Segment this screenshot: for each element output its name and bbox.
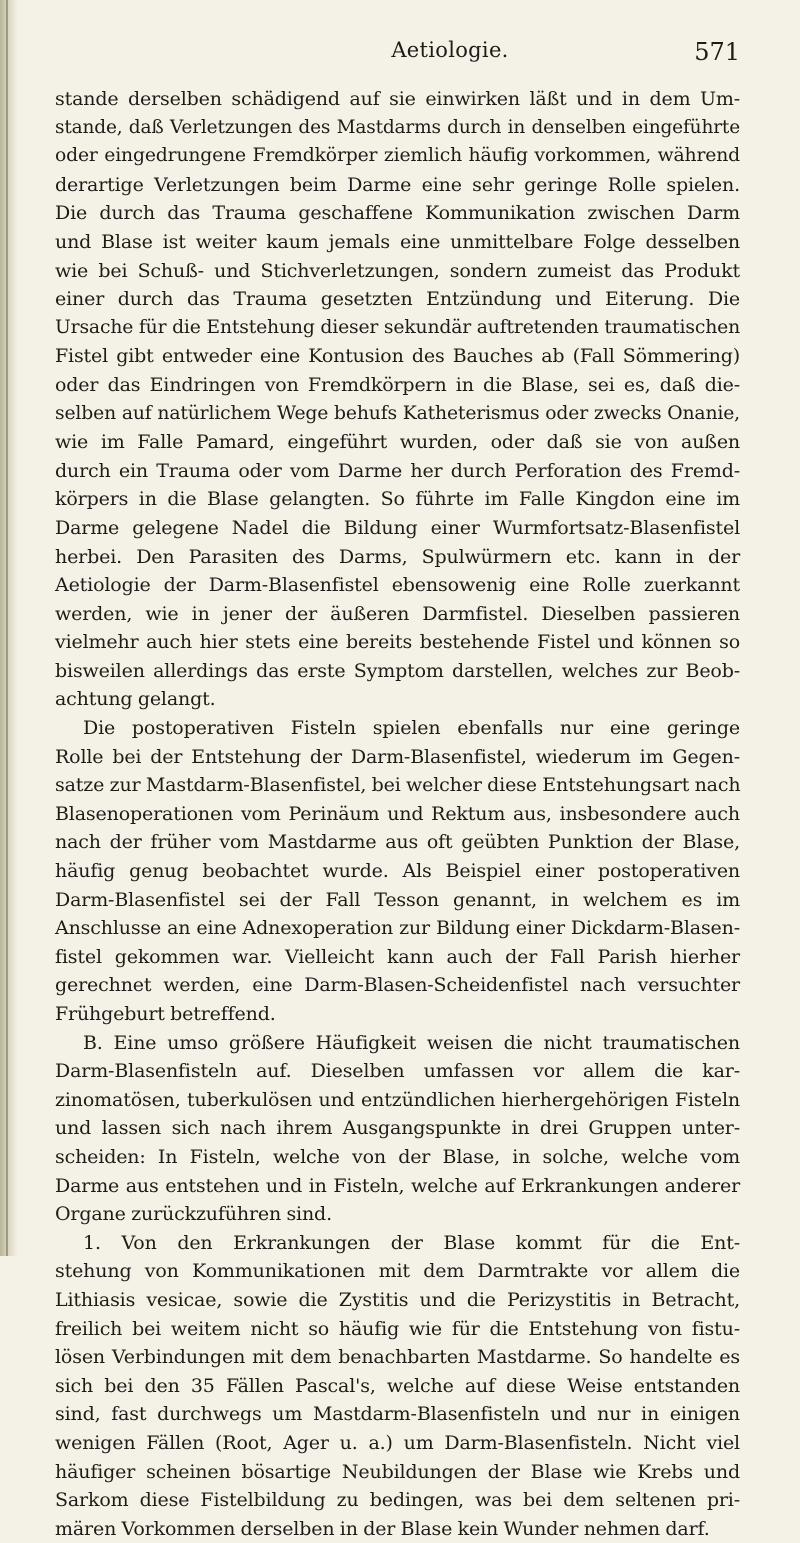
text-line: B. Eine umso größere Häufigkeit weisen die nicht traumatischen xyxy=(83,1031,740,1054)
text-line: stehung von Kommunikationen mit dem Darmtrakte vor allem die xyxy=(55,1260,740,1283)
text-line: zinomatösen, tuberkulösen und entzündlichen hierhergehörigen Fisteln xyxy=(55,1088,740,1111)
text-line: wie bei Schuß- und Stichverletzungen, sondern zumeist das Produkt xyxy=(55,259,740,282)
text-line: wie im Falle Pamard, eingeführt wurden, oder daß sie von außen xyxy=(55,431,740,454)
text-line: häufiger scheinen bösartige Neubildungen der Blase wie Krebs und xyxy=(55,1460,740,1483)
text-line: 1. Von den Erkrankungen der Blase kommt für die Ent- xyxy=(83,1231,740,1254)
text-line: oder eingedrungene Fremdkörper ziemlich häufig vorkommen, während xyxy=(55,145,740,167)
text-line: herbei. Den Parasiten des Darms, Spulwürmern etc. kann in der xyxy=(55,545,740,568)
page-number: 571 xyxy=(694,38,740,66)
text-line: wenigen Fällen (Root, Ager u. a.) um Darm-Blasenfisteln. Nicht viel xyxy=(55,1431,740,1454)
text-line: Blasenoperationen vom Perinäum und Rektum aus, insbesondere auch xyxy=(55,802,740,825)
text-line: achtung gelangt. xyxy=(55,688,216,711)
text-line: satze zur Mastdarm-Blasenfistel, bei welcher diese Entstehungsart nach xyxy=(55,774,741,797)
text-line: durch ein Trauma oder vom Darme her durch Perforation des Fremd- xyxy=(55,459,740,482)
running-head xyxy=(300,38,740,68)
text-line: und Blase ist weiter kaum jemals eine unmittelbare Folge desselben xyxy=(55,230,740,253)
text-line: sich bei den 35 Fällen Pascal's, welche auf diese Weise entstanden xyxy=(55,1374,740,1397)
text-line: Fistel gibt entweder eine Kontusion des Bauches ab (Fall Sömmering) xyxy=(55,345,740,368)
text-line: Rolle bei der Entstehung der Darm-Blasenfistel, wiederum im Gegen- xyxy=(55,745,740,768)
text-line: Die durch das Trauma geschaffene Kommunikation zwischen Darm xyxy=(55,202,740,225)
text-line: lösen Verbindungen mit dem benachbarten Mastdarme. So handelte es xyxy=(55,1346,740,1369)
text-line: scheiden: In Fisteln, welche von der Blase, in solche, welche vom xyxy=(55,1145,740,1168)
text-line: Lithiasis vesicae, sowie die Zystitis und die Perizystitis in Betracht, xyxy=(55,1288,740,1311)
text-line: bisweilen allerdings das erste Symptom darstellen, welches zur Beob- xyxy=(55,659,740,682)
text-line: häufig genug beobachtet wurde. Als Beispiel einer postoperativen xyxy=(55,860,740,883)
text-line: oder das Eindringen von Fremdkörpern in die Blase, sei es, daß die- xyxy=(55,373,740,396)
text-line: mären Vorkommen derselben in der Blase kein Wunder nehmen darf. xyxy=(55,1517,710,1540)
text-line: Darm-Blasenfistel sei der Fall Tesson genannt, in welchem es im xyxy=(55,888,740,911)
text-line: Frühgeburt betreffend. xyxy=(55,1003,276,1025)
text-line: Sarkom diese Fistelbildung zu bedingen, was bei dem seltenen pri- xyxy=(55,1489,740,1512)
text-line: fistel gekommen war. Vielleicht kann auch der Fall Parish hierher xyxy=(55,945,740,968)
text-line: Ursache für die Entstehung dieser sekundär auftretenden traumatischen xyxy=(55,316,740,338)
text-line: Darme aus entstehen und in Fisteln, welche auf Erkrankungen anderer xyxy=(55,1174,740,1197)
text-line: und lassen sich nach ihrem Ausgangspunkte in drei Gruppen unter- xyxy=(55,1117,740,1140)
text-line: vielmehr auch hier stets eine bereits bestehende Fistel und können so xyxy=(55,631,740,654)
body-text xyxy=(55,85,740,1543)
text-line: Darme gelegene Nadel die Bildung einer Wurmfortsatz-Blasenfistel xyxy=(55,516,740,539)
text-line: Organe zurückzuführen sind. xyxy=(55,1203,332,1226)
text-line: werden, wie in jener der äußeren Darmfistel. Dieselben passieren xyxy=(55,602,740,625)
text-line: stande derselben schädigend auf sie einwirken läßt und in dem Um- xyxy=(55,88,740,110)
page-binding-edge xyxy=(6,0,8,1256)
text-line: Aetiologie der Darm-Blasenfistel ebensowenig eine Rolle zuerkannt xyxy=(55,574,740,597)
page-binding-shadow xyxy=(0,0,18,1256)
text-line: Die postoperativen Fisteln spielen ebenfalls nur eine geringe xyxy=(83,717,740,740)
text-line: freilich bei weitem nicht so häufig wie für die Entstehung von fistu- xyxy=(55,1317,740,1340)
text-line: einer durch das Trauma gesetzten Entzündung und Eiterung. Die xyxy=(55,288,740,311)
text-line: stande, daß Verletzungen des Mastdarms durch in denselben eingeführte xyxy=(55,116,740,138)
text-line: sind, fast durchwegs um Mastdarm-Blasenfisteln und nur in einigen xyxy=(55,1403,740,1426)
text-line: Anschlusse an eine Adnexoperation zur Bildung einer Dickdarm-Blasen- xyxy=(55,917,740,940)
text-line: nach der früher vom Mastdarme aus oft geübten Punktion der Blase, xyxy=(55,831,740,854)
text-line: derartige Verletzungen beim Darme eine sehr geringe Rolle spielen. xyxy=(55,173,740,196)
text-line: körpers in die Blase gelangten. So führte im Falle Kingdon eine im xyxy=(55,488,740,511)
running-title: Aetiologie. xyxy=(391,38,509,62)
text-line: selben auf natürlichem Wege behufs Katheterismus oder zwecks Onanie, xyxy=(55,402,740,424)
text-line: Darm-Blasenfisteln auf. Dieselben umfassen vor allem die kar- xyxy=(55,1060,740,1083)
text-line: gerechnet werden, eine Darm-Blasen-Scheidenfistel nach versuchter xyxy=(55,974,740,997)
